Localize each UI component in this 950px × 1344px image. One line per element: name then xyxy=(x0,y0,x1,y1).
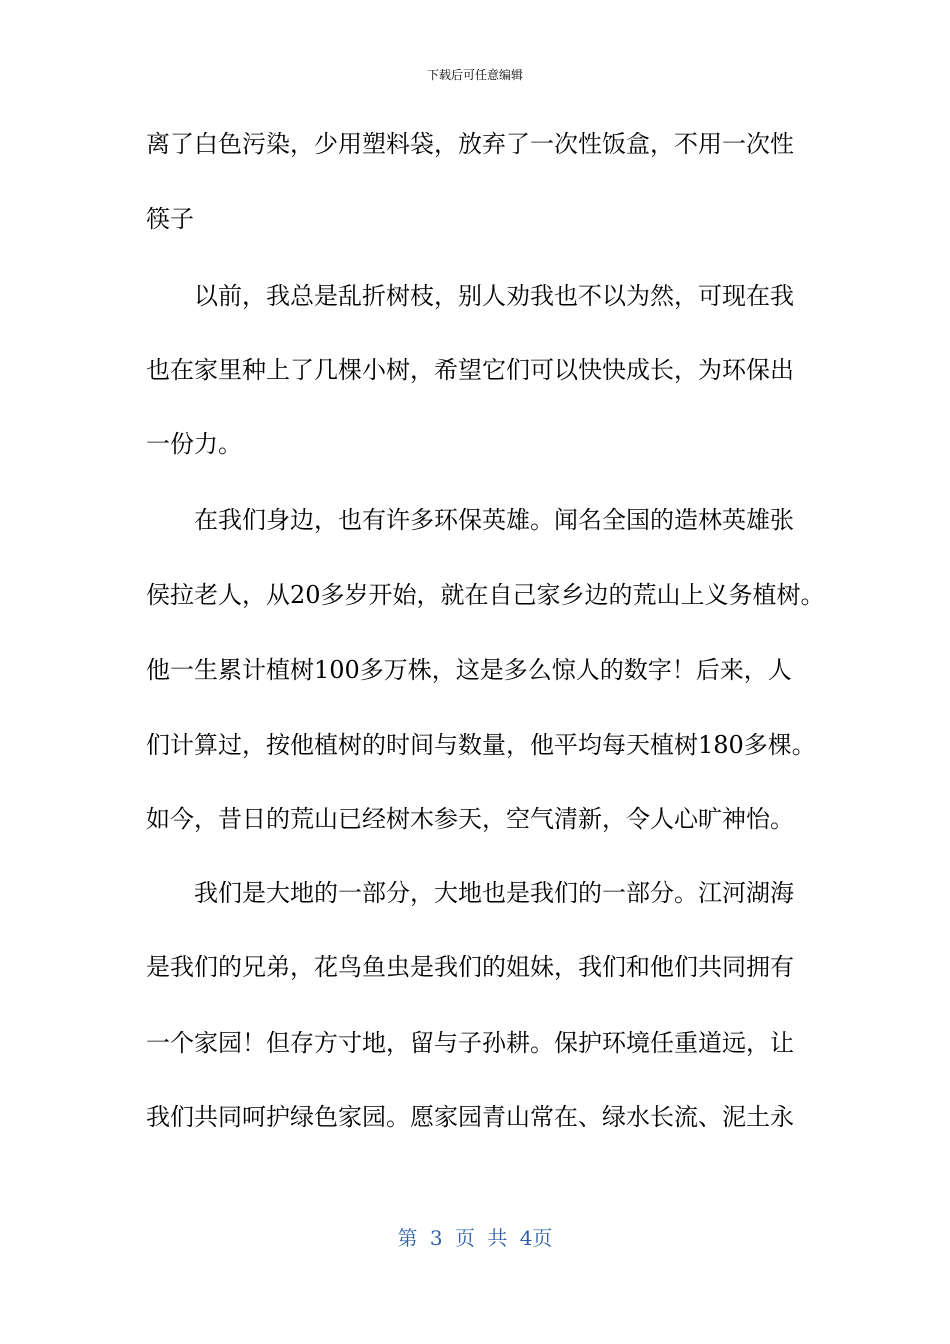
text-line: 一个家园！但存方寸地，留与子孙耕。保护环境任重道远，让 xyxy=(146,1029,794,1057)
text-line: 我们是大地的一部分，大地也是我们的一部分。江河湖海 xyxy=(146,879,794,907)
text-line: 如今，昔日的荒山已经树木参天，空气清新，令人心旷神怡。 xyxy=(146,805,794,833)
text-line: 筷子 xyxy=(146,205,194,233)
text-line: 们计算过，按他植树的时间与数量，他平均每天植树180多棵。 xyxy=(146,731,816,759)
text-line: 侯拉老人，从20多岁开始，就在自己家乡边的荒山上义务植树。 xyxy=(146,581,825,609)
text-line: 以前，我总是乱折树枝，别人劝我也不以为然，可现在我 xyxy=(146,282,794,310)
text-line: 离了白色污染，少用塑料袋，放弃了一次性饭盒，不用一次性 xyxy=(146,130,794,158)
text-line: 也在家里种上了几棵小树，希望它们可以快快成长，为环保出 xyxy=(146,356,794,384)
text-line: 我们共同呵护绿色家园。愿家园青山常在、绿水长流、泥土永 xyxy=(146,1103,794,1131)
text-line: 是我们的兄弟，花鸟鱼虫是我们的姐妹，我们和他们共同拥有 xyxy=(146,953,794,981)
text-line: 他一生累计植树100多万株，这是多么惊人的数字！后来，人 xyxy=(146,656,792,684)
page-number: 第 3 页 共 4页 xyxy=(397,1226,553,1250)
text-line: 在我们身边，也有许多环保英雄。闻名全国的造林英雄张 xyxy=(146,506,794,534)
text-line: 一份力。 xyxy=(146,430,242,458)
page-header: 下载后可任意编辑 xyxy=(426,68,523,82)
